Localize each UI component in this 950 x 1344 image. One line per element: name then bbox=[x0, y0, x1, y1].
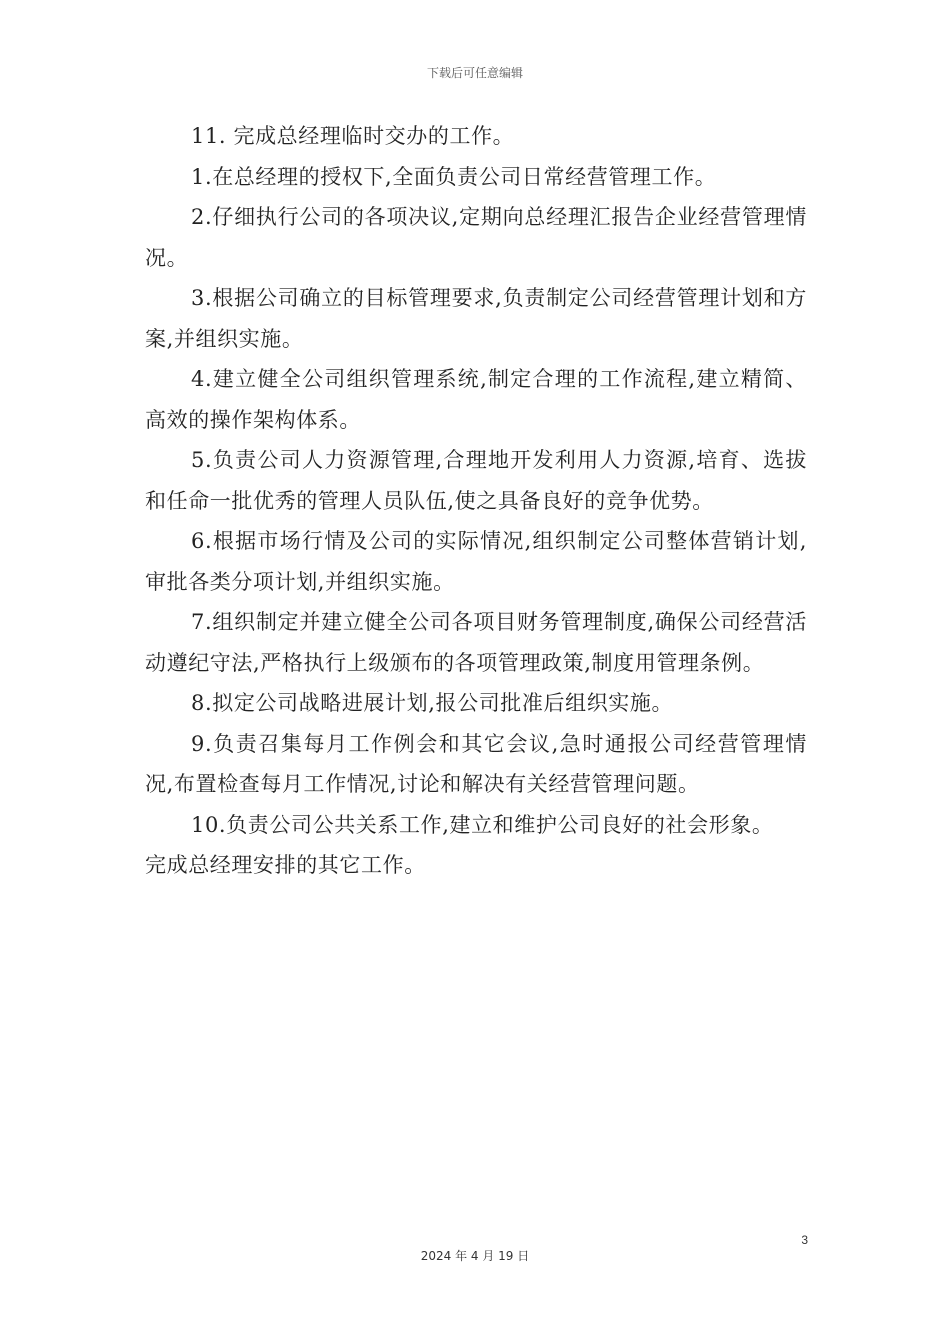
paragraph-item-4: 4.建立健全公司组织管理系统,制定合理的工作流程,建立精简、高效的操作架构体系。 bbox=[145, 367, 807, 432]
footer-date: 2024 年 4 月 19 日 bbox=[420, 1249, 530, 1263]
page-header: 下载后可任意编辑 bbox=[426, 66, 523, 80]
paragraph-item-3: 3.根据公司确立的目标管理要求,负责制定公司经营管理计划和方案,并组织实施。 bbox=[145, 286, 807, 351]
document-body bbox=[145, 116, 807, 886]
paragraph-item-5: 5.负责公司人力资源管理,合理地开发利用人力资源,培育、选拔和任命一批优秀的管理人员队伍,使之具备良好的竞争优势。 bbox=[145, 448, 807, 513]
paragraph-closing: 完成总经理安排的其它工作。 bbox=[145, 853, 426, 877]
paragraph-item-8: 8.拟定公司战略进展计划,报公司批准后组织实施。 bbox=[191, 691, 674, 715]
paragraph-item-10: 10.负责公司公共关系工作,建立和维护公司良好的社会形象。 bbox=[191, 812, 774, 837]
paragraph-item-6: 6.根据市场行情及公司的实际情况,组织制定公司整体营销计划,审批各类分项计划,并组织实施。 bbox=[145, 529, 807, 594]
paragraph-item-9: 9.负责召集每月工作例会和其它会议,急时通报公司经营管理情况,布置检查每月工作情况,讨论和解决有关经营管理问题。 bbox=[145, 731, 807, 796]
paragraph-item-2: 2.仔细执行公司的各项决议,定期向总经理汇报告企业经营管理情况。 bbox=[145, 205, 807, 270]
paragraph-item-1: 1.在总经理的授权下,全面负责公司日常经营管理工作。 bbox=[191, 164, 717, 189]
paragraph-item-7: 7.组织制定并建立健全公司各项目财务管理制度,确保公司经营活动遵纪守法,严格执行上级颁布的各项管理政策,制度用管理条例。 bbox=[145, 610, 807, 675]
page-number: 3 bbox=[801, 1233, 808, 1247]
paragraph-item-11: 11. 完成总经理临时交办的工作。 bbox=[191, 124, 515, 148]
